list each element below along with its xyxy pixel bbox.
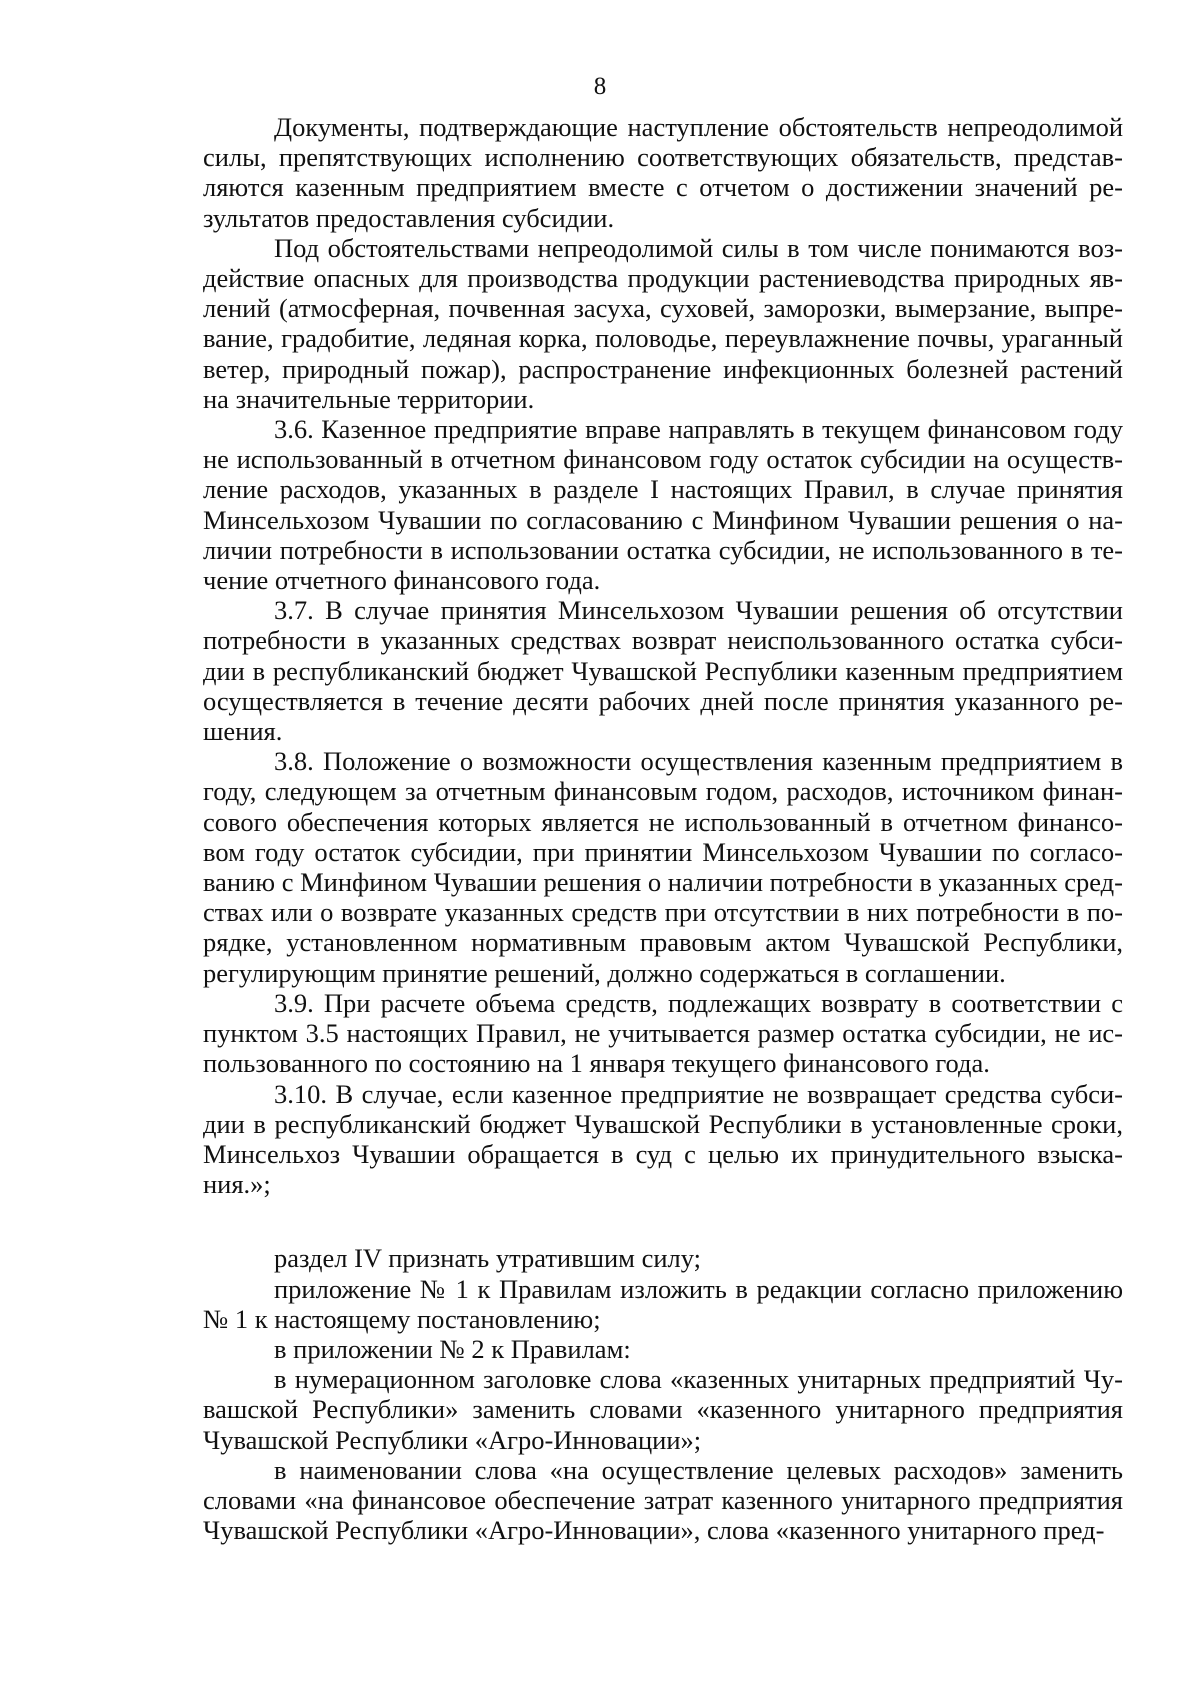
page-number: 8 bbox=[593, 73, 607, 100]
paragraph-title-change: в наименовании слова «на осуществление целевых расходов» заменить словами «на финансовое обеспечение затрат казенного унитарного предприятия Чувашской Республики «Агро-Инновации», слова «казенного унитарного пред- bbox=[203, 1454, 1123, 1546]
document-body bbox=[203, 112, 1123, 1545]
paragraph-section-iv: раздел IV признать утратившим силу; bbox=[274, 1243, 702, 1274]
paragraph-appendix-2: в приложении № 2 к Правилам: bbox=[274, 1333, 631, 1364]
paragraph-gap bbox=[203, 1199, 1123, 1243]
paragraph-force-majeure-documents: Документы, подтверждающие наступление обстоятельств непреодолимой силы, препятствующих исполнению соответствующих обязательств, представляются казенным предприятием вместе с отчетом о достижении значений результатов предоставления субсидии. bbox=[203, 112, 1123, 233]
paragraph-appendix-1: приложение № 1 к Правилам изложить в редакции согласно приложению № 1 к настоящему постановлению; bbox=[203, 1273, 1123, 1334]
paragraph-3-10: 3.10. В случае, если казенное предприятие не возвращает средства субсидии в республиканский бюджет Чувашской Республики в установленные сроки, Минсельхоз Чувашии обращается в суд с целью их принудительного взыскания.»; bbox=[203, 1078, 1123, 1200]
paragraph-numbering-heading: в нумерационном заголовке слова «казенных унитарных предприятий Чувашской Республики» заменить словами «казенного унитарного предприятия Чувашской Республики «Агро-Инновации»; bbox=[203, 1364, 1123, 1455]
paragraph-3-7: 3.7. В случае принятия Минсельхозом Чувашии решения об отсутствии потребности в указанных средствах возврат неиспользованного остатка субсидии в республиканский бюджет Чувашской Республики казенным предприятием осуществляется в течение десяти рабочих дней после принятия указанного решения. bbox=[203, 595, 1123, 747]
paragraph-3-6: 3.6. Казенное предприятие вправе направлять в текущем финансовом году не использованный в отчетном финансовом году остаток субсидии на осуществление расходов, указанных в разделе I настоящих Правил, в случае принятия Минсельхозом Чувашии по согласованию с Минфином Чувашии решения о наличии потребности в использовании остатка субсидии, не использованного в течение отчетного финансового года. bbox=[203, 414, 1123, 596]
paragraph-force-majeure-definition: Под обстоятельствами непреодолимой силы в том числе понимаются воздействие опасных для производства продукции растениеводства природных явлений (атмосферная, почвенная засуха, суховей, заморозки, вымерзание, выпревание, градобитие, ледяная корка, половодье, переувлажнение почвы, ураганный ветер, природный пожар), распространение инфекционных болезней растений на значительные территории. bbox=[203, 232, 1123, 414]
paragraph-3-8: 3.8. Положение о возможности осуществления казенным предприятием в году, следующем за отчетным финансовым годом, расходов, источником финансового обеспечения которых является не использованный в отчетном финансовом году остаток субсидии, при принятии Минсельхозом Чувашии по согласованию с Минфином Чувашии решения о наличии потребности в указанных средствах или о возврате указанных средств при отсутствии в них потребности в порядке, установленном нормативным правовым актом Чувашской Республики, регулирующим принятие решений, должно содержаться в соглашении. bbox=[203, 746, 1123, 988]
paragraph-3-9: 3.9. При расчете объема средств, подлежащих возврату в соответствии с пунктом 3.5 настоящих Правил, не учитывается размер остатка субсидии, не использованного по состоянию на 1 января текущего финансового года. bbox=[203, 987, 1123, 1079]
